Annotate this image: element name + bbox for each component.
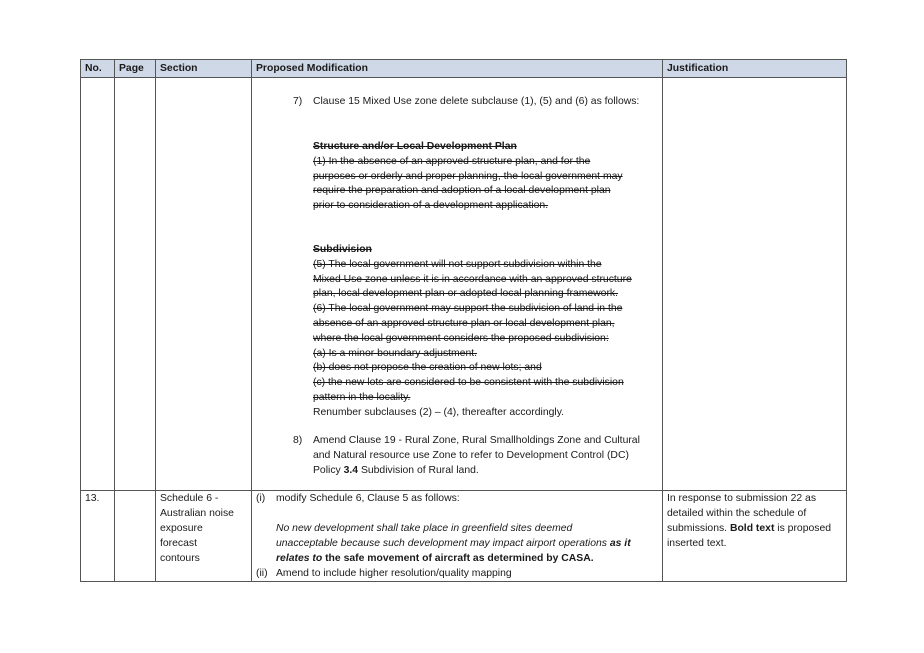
cell-justification <box>663 491 847 582</box>
cell-justification <box>663 78 847 491</box>
item-ii-text: Amend to include higher resolution/quality mapping <box>276 568 512 579</box>
section-line: contours <box>160 553 200 564</box>
justification-text: submissions. <box>667 523 730 534</box>
cell-section <box>156 78 252 491</box>
item-8-policy-line <box>313 464 658 479</box>
section-line: exposure <box>160 523 203 534</box>
clause-inserted-text: relates to <box>276 553 323 564</box>
item-8-line: and Natural resource use Zone to refer to Development Control (DC) <box>313 449 629 461</box>
deleted-line: pattern in the locality. <box>313 391 411 403</box>
section-line: Schedule 6 - <box>160 493 219 504</box>
deleted-line: (a) Is a minor boundary adjustment. <box>313 347 478 359</box>
deleted-line: (5) The local government will not support subdivision within the <box>313 258 602 270</box>
deleted-line: require the preparation and adoption of a local development plan <box>313 185 611 197</box>
justification-line <box>667 521 842 536</box>
item-ii-number: (ii) <box>256 568 268 579</box>
clause-line <box>276 551 658 566</box>
cell-page <box>115 78 156 491</box>
header-section: Section <box>156 60 252 78</box>
proposed-clause-text <box>276 521 658 566</box>
table-row <box>81 78 847 491</box>
header-no: No. <box>81 60 115 78</box>
deleted-line: (6) The local government may support the subdivision of land in the <box>313 303 623 315</box>
clause-text: unacceptable because such development may impact airport operations <box>276 538 610 549</box>
header-justification: Justification <box>663 60 847 78</box>
subdivision-heading: Subdivision <box>313 244 372 255</box>
item-8-text <box>313 434 658 478</box>
deleted-line: Mixed Use zone unless it is in accordance with an approved structure <box>313 273 632 285</box>
cell-proposed-modification <box>252 78 663 491</box>
subdivision-deleted-text <box>313 243 662 421</box>
renumber-note: Renumber subclauses (2) – (4), thereafter accordingly. <box>313 406 565 418</box>
justification-text: is proposed <box>774 523 832 534</box>
header-page: Page <box>115 60 156 78</box>
section-line: forecast <box>160 538 197 549</box>
item-i-text: modify Schedule 6, Clause 5 as follows: <box>276 493 460 504</box>
item-8-number: 8) <box>293 435 303 446</box>
item-8-line: Amend Clause 19 - Rural Zone, Rural Smallholdings Zone and Cultural <box>313 435 640 446</box>
policy-number: 3.4 <box>343 464 359 476</box>
justification-line: In response to submission 22 as <box>667 493 817 504</box>
policy-suffix: Subdivision of Rural land. <box>358 464 479 476</box>
clause-line: No new development shall take place in greenfield sites deemed <box>276 523 573 534</box>
deleted-line: prior to consideration of a development application. <box>313 200 549 212</box>
cell-page <box>115 491 156 582</box>
deleted-line: plan, local development plan or adopted local planning framework. <box>313 288 618 300</box>
table-row <box>81 491 847 582</box>
header-proposed-modification: Proposed Modification <box>252 60 663 78</box>
policy-prefix: Policy <box>313 464 344 476</box>
modifications-table <box>80 59 847 582</box>
section-line: Australian noise <box>160 508 234 519</box>
deleted-line: (c) the new lots are considered to be consistent with the subdivision <box>313 377 624 389</box>
justification-bold-text: Bold text <box>729 523 775 534</box>
cell-section <box>156 491 252 582</box>
cell-proposed-modification <box>252 491 663 582</box>
deleted-line: purposes or orderly and proper planning, the local government may <box>313 170 623 182</box>
justification-line: inserted text. <box>667 538 727 549</box>
deleted-line: (1) In the absence of an approved structure plan, and for the <box>313 155 591 167</box>
item-i-number: (i) <box>256 493 266 504</box>
deleted-line: (b) does not propose the creation of new lots; and <box>313 362 542 374</box>
clause-inserted-text: as it <box>609 538 631 549</box>
item-7-text: Clause 15 Mixed Use zone delete subclause (1), (5) and (6) as follows: <box>313 96 640 107</box>
cell-no <box>81 78 115 491</box>
item-7-number: 7) <box>293 96 303 107</box>
cell-no: 13. <box>81 491 115 582</box>
deleted-line: absence of an approved structure plan or local development plan, <box>313 317 615 329</box>
structure-plan-heading: Structure and/or Local Development Plan <box>313 141 517 152</box>
table-header-row <box>81 60 847 78</box>
clause-inserted-text: the safe movement of aircraft as determined by CASA. <box>322 553 594 564</box>
justification-line: detailed within the schedule of <box>667 508 807 519</box>
deleted-line: where the local government considers the proposed subdivision: <box>313 332 609 344</box>
item-ii <box>256 566 658 581</box>
item-i <box>256 491 658 506</box>
structure-plan-deleted-text <box>313 140 662 214</box>
clause-line <box>276 536 658 551</box>
